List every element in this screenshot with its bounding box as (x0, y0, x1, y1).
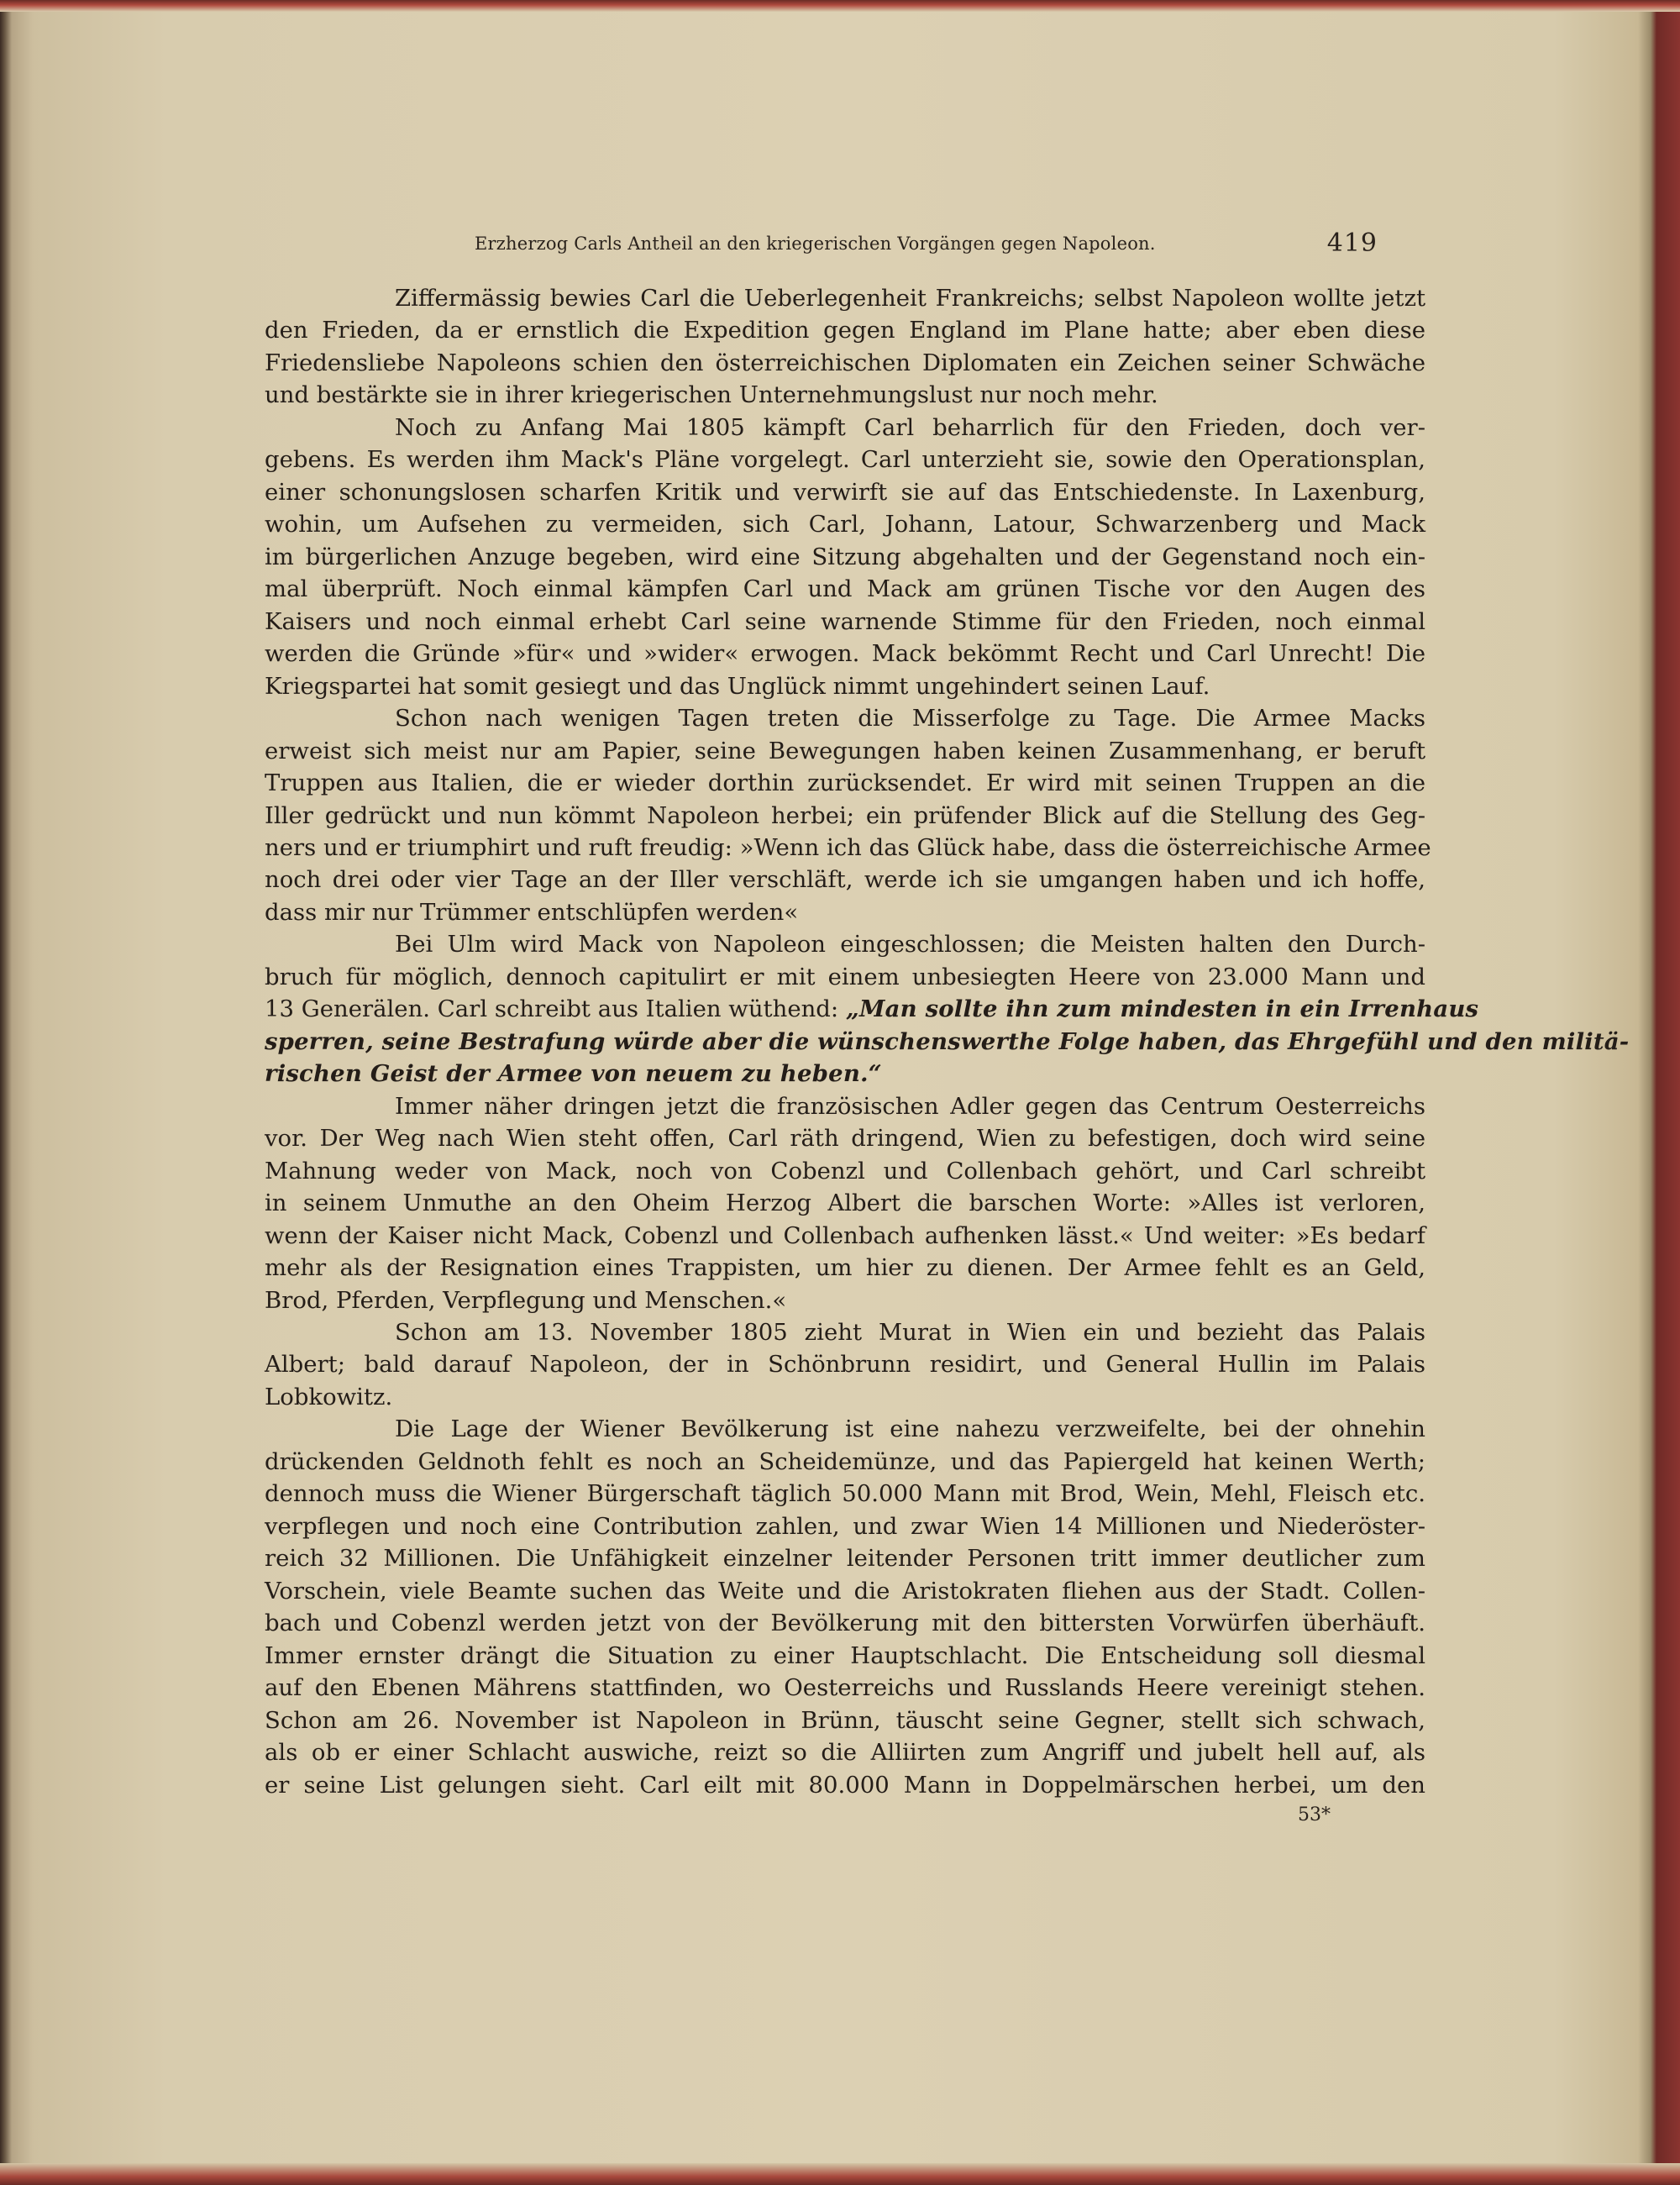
text-line: dass mir nur Trümmer entschlüpfen werden« (265, 898, 799, 926)
text-line: und bestärkte sie in ihrer kriegerischen Unternehmungslust nur noch mehr. (265, 381, 1158, 409)
text-line: Schon am 13. November 1805 zieht Murat in Wien ein und bezieht das Palais (395, 1319, 1425, 1346)
text-run: 13 Generälen. Carl schreibt aus Italien wüthend: (265, 995, 839, 1023)
quote-fraktur-line: rischen Geist der Armee von neuem zu heben.“ (265, 1060, 882, 1088)
text-line: mehr als der Resignation eines Trappisten, um hier zu dienen. Der Armee fehlt es an Geld, (265, 1254, 1425, 1282)
text-line: auf den Ebenen Mährens stattfinden, wo Oesterreichs und Russlands Heere vereinigt stehen. (265, 1674, 1425, 1702)
text-line: verpflegen und noch eine Contribution zahlen, und zwar Wien 14 Millionen und Niederöster- (265, 1512, 1425, 1540)
text-line: Die Lage der Wiener Bevölkerung ist eine nahezu verzweifelte, bei der ohnehin (395, 1416, 1425, 1443)
text-line: Brod, Pferden, Verpflegung und Menschen.« (265, 1286, 787, 1314)
text-line: drückenden Geldnoth fehlt es noch an Scheidemünze, und das Papiergeld hat keinen Werth; (265, 1447, 1425, 1475)
text-line: in seinem Unmuthe an den Oheim Herzog Albert die barschen Worte: »Alles ist verloren, (265, 1190, 1425, 1217)
text-line-mixed (265, 993, 1479, 1025)
text-line: Friedensliebe Napoleons schien den österreichischen Diplomaten ein Zeichen seiner Schwäche (265, 349, 1425, 376)
text-line: vor. Der Weg nach Wien steht offen, Carl räth dringend, Wien zu befestigen, doch wird seine (265, 1125, 1425, 1153)
quote-fraktur: „Man sollte ihn zum mindesten in ein Irrenhaus (845, 995, 1479, 1023)
text-line: dennoch muss die Wiener Bürgerschaft täglich 50.000 Mann mit Brod, Wein, Mehl, Fleisch etc. (265, 1480, 1425, 1508)
text-line: reich 32 Millionen. Die Unfähigkeit einzelner leitender Personen tritt immer deutlicher zum (265, 1545, 1425, 1573)
text-line: den Frieden, da er ernstlich die Expedition gegen England im Plane hatte; aber eben diese (265, 317, 1425, 344)
text-line: noch drei oder vier Tage an der Iller verschläft, werde ich sie umgangen haben und ich hoffe, (265, 866, 1425, 894)
text-line: einer schonungslosen scharfen Kritik und verwirft sie auf das Entschiedenste. In Laxenburg, (265, 478, 1425, 506)
text-line: Mahnung weder von Mack, noch von Cobenzl und Collenbach gehört, und Carl schreibt (265, 1157, 1425, 1184)
text-line: Iller gedrückt und nun kömmt Napoleon herbei; ein prüfender Blick auf die Stellung des Geg- (265, 801, 1425, 829)
text-line: Truppen aus Italien, die er wieder dorthin zurücksendet. Er wird mit seinen Truppen an die (265, 769, 1425, 797)
text-line: wohin, um Aufsehen zu vermeiden, sich Carl, Johann, Latour, Schwarzenberg und Mack (265, 511, 1425, 538)
page-number: 419 (1326, 228, 1378, 258)
running-head: Erzherzog Carls Antheil an den kriegerischen Vorgängen gegen Napoleon. (475, 234, 1156, 254)
text-line: gebens. Es werden ihm Mack's Pläne vorgelegt. Carl unterzieht sie, sowie den Operationsplan, (265, 446, 1425, 474)
text-line: Noch zu Anfang Mai 1805 kämpft Carl beharrlich für den Frieden, doch ver- (395, 413, 1425, 441)
text-line: Bei Ulm wird Mack von Napoleon eingeschlossen; die Meisten halten den Durch- (395, 931, 1425, 959)
text-line: Vorschein, viele Beamte suchen das Weite und die Aristokraten fliehen aus der Stadt. Collen- (265, 1577, 1425, 1605)
text-line: er seine List gelungen sieht. Carl eilt mit 80.000 Mann in Doppelmärschen herbei, um den (265, 1771, 1425, 1799)
text-line: mal überprüft. Noch einmal kämpfen Carl und Mack am grünen Tische vor den Augen des (265, 575, 1425, 603)
text-line: als ob er einer Schlacht auswiche, reizt so die Alliirten zum Angriff und jubelt hell auf, als (265, 1739, 1425, 1767)
text-line: Immer ernster drängt die Situation zu einer Hauptschlacht. Die Entscheidung soll diesmal (265, 1641, 1425, 1669)
text-line: Lobkowitz. (265, 1383, 393, 1410)
page-header (475, 228, 1378, 262)
text-line: bach und Cobenzl werden jetzt von der Bevölkerung mit den bittersten Vorwürfen überhäuft. (265, 1610, 1425, 1637)
text-line: erweist sich meist nur am Papier, seine Bewegungen haben keinen Zusammenhang, er beruft (265, 737, 1425, 764)
text-line: bruch für möglich, dennoch capitulirt er mit einem unbesiegten Heere von 23.000 Mann und (265, 963, 1425, 990)
text-line: ners und er triumphirt und ruft freudig: »Wenn ich das Glück habe, dass die österreichische Armee (265, 833, 1431, 861)
text-line: Kaisers und noch einmal erhebt Carl seine warnende Stimme für den Frieden, noch einmal (265, 607, 1425, 635)
body-text (265, 282, 1630, 1801)
signature-mark: 53* (1298, 1804, 1331, 1825)
text-line: Schon nach wenigen Tagen treten die Misserfolge zu Tage. Die Armee Macks (395, 705, 1425, 733)
text-line: Albert; bald darauf Napoleon, der in Schönbrunn residirt, und General Hullin im Palais (265, 1351, 1425, 1379)
text-line: Schon am 26. November ist Napoleon in Brünn, täuscht seine Gegner, stellt sich schwach, (265, 1706, 1425, 1734)
text-line: wenn der Kaiser nicht Mack, Cobenzl und Collenbach aufhenken lässt.« Und weiter: »Es bedarf (265, 1221, 1425, 1249)
text-line: Ziffermässig bewies Carl die Ueberlegenheit Frankreichs; selbst Napoleon wollte jetzt (395, 285, 1425, 312)
text-line: werden die Gründe »für« und »wider« erwogen. Mack bekömmt Recht und Carl Unrecht! Die (265, 640, 1425, 668)
quote-fraktur-line: sperren, seine Bestrafung würde aber die wünschenswerthe Folge haben, das Ehrgefühl und den militä- (265, 1027, 1630, 1055)
text-line: im bürgerlichen Anzuge begeben, wird eine Sitzung abgehalten und der Gegenstand noch ein- (265, 543, 1425, 570)
text-line: Immer näher dringen jetzt die französischen Adler gegen das Centrum Oesterreichs (395, 1092, 1425, 1120)
text-line: Kriegspartei hat somit gesiegt und das Unglück nimmt ungehindert seinen Lauf. (265, 672, 1210, 700)
